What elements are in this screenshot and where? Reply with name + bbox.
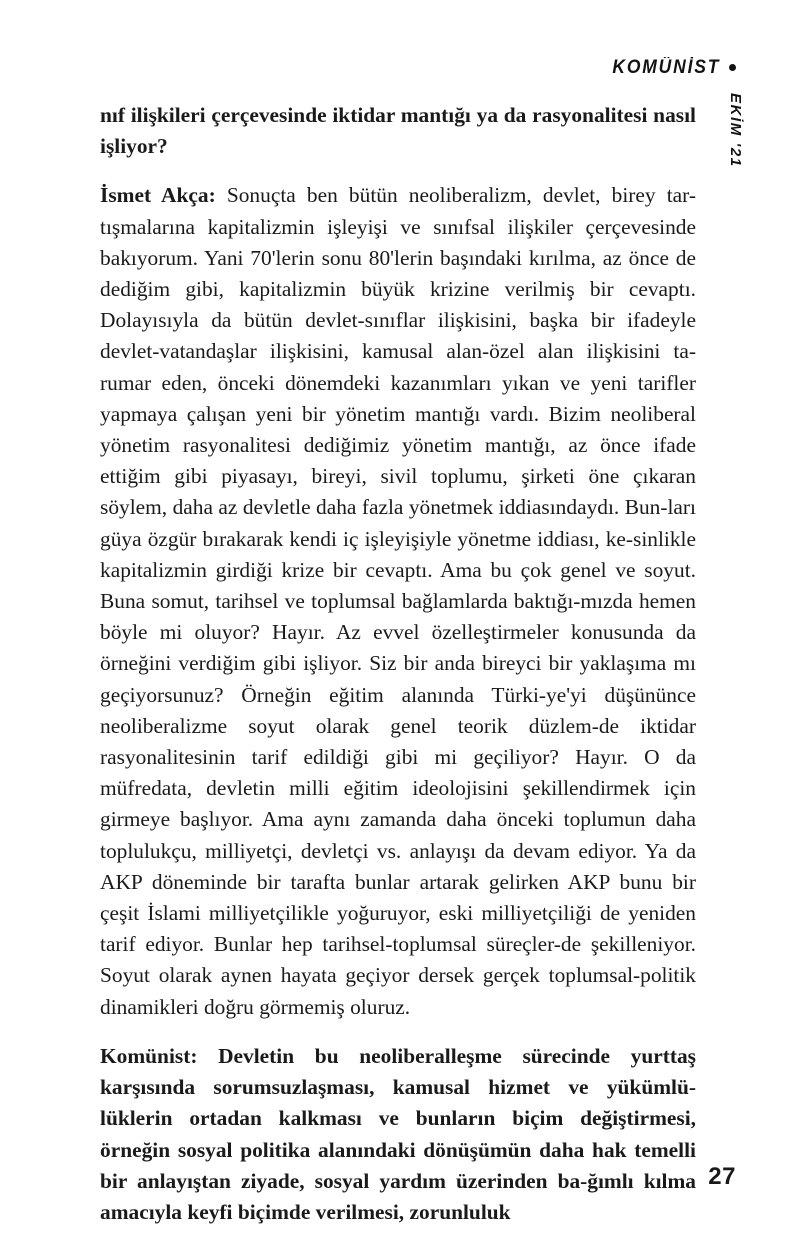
speaker-label: İsmet Akça: bbox=[100, 183, 216, 208]
page-number: 27 bbox=[708, 1163, 736, 1190]
question-paragraph: Komünist: Devletin bu neoliberalleşme sürecinde yurttaş karşısında sorumsuzlaşması, kamusal hizmet ve yükümlü-​lüklerin ortadan kalkması ve bunların biçim değiştirmesi, örneğin sosyal politika alanındaki dönüşümün daha hak temelli bir anlayıştan ziyade, sosyal yardım üzerinden ba-​ğımlı kılma amacıyla keyfi biçimde verilmesi, zorunluluk bbox=[100, 1043, 696, 1224]
bullet-dot-icon bbox=[729, 64, 736, 71]
text-column bbox=[100, 100, 696, 1228]
running-head-date: EKİM '21 bbox=[727, 93, 744, 168]
answer-text: Sonuçta ben bütün neoliberalizm, devlet, birey tar-​tışmalarına kapitalizmin işleyişi ve sınıfsal ilişkiler çerçevesinde bakıyorum. Yani 70'lerin sonu 80'lerin başındaki kırılma, az önce de dediğim gibi, kapitalizmin büyük krizine verilmiş bir cevaptı. Dolayısıyla da bütün devlet-​sınıflar ilişkisini, başka bir ifadeyle devlet-​vatandaşlar ilişkisini, kamusal alan-​özel alan ilişkisini ta-​rumar eden, önceki dönemdeki kazanımları yıkan ve yeni tarifler yapmaya çalışan yeni bir yönetim mantığı vardı. Bizim neoliberal yönetim rasyonalitesi dediğimiz yönetim mantığı, az önce ifade ettiğim gibi piyasayı, bireyi, sivil toplumu, şirketi öne çıkaran söylem, daha az devletle daha fazla yönetmek iddiasındaydı. Bun-​ları güya özgür bırakarak kendi iç işleyişiyle yönetme iddiası, ke-​sinlikle kapitalizmin girdiği krize bir cevaptı. Ama bu çok genel ve soyut. Buna somut, tarihsel ve toplumsal bağlamlarda baktığı-​mızda hemen böyle mi oluyor? Hayır. Az evvel özelleştirmeler konusunda da örneğini verdiğim gibi işliyor. Siz bir anda bireyci bir yaklaşıma mı geçiyorsunuz? Örneğin eğitim alanında Türki-​ye'yi düşününce neoliberalizme soyut olarak genel teorik düzlem-​de iktidar rasyonalitesinin tarif edildiği gibi mi geçiliyor? Hayır. O da müfredata, devletin milli eğitim ideolojisini şekillendirmek için girmeye başlıyor. Ama aynı zamanda daha önceki toplumun daha toplulukçu, milliyetçi, devletçi vs. anlayışı da devam ediyor. Ya da AKP döneminde bir tarafta bunlar artarak gelirken AKP bunu bir çeşit İslami milliyetçilikle yoğuruyor, eski milliyetçiliği de yeniden tarif ediyor. Bunlar hep tarihsel-​toplumsal süreçler-​de şekilleniyor. Soyut olarak aynen hayata geçiyor dersek gerçek toplumsal-​politik dinamikleri doğru görmemiş oluruz. bbox=[100, 183, 696, 1019]
answer-paragraph bbox=[100, 180, 696, 1022]
running-head-title: KOMÜNİST bbox=[612, 57, 720, 78]
section-heading: nıf ilişkileri çerçevesinde iktidar mantığı ya da rasyonalitesi nasıl işliyor? bbox=[100, 103, 696, 159]
running-head bbox=[603, 57, 736, 79]
